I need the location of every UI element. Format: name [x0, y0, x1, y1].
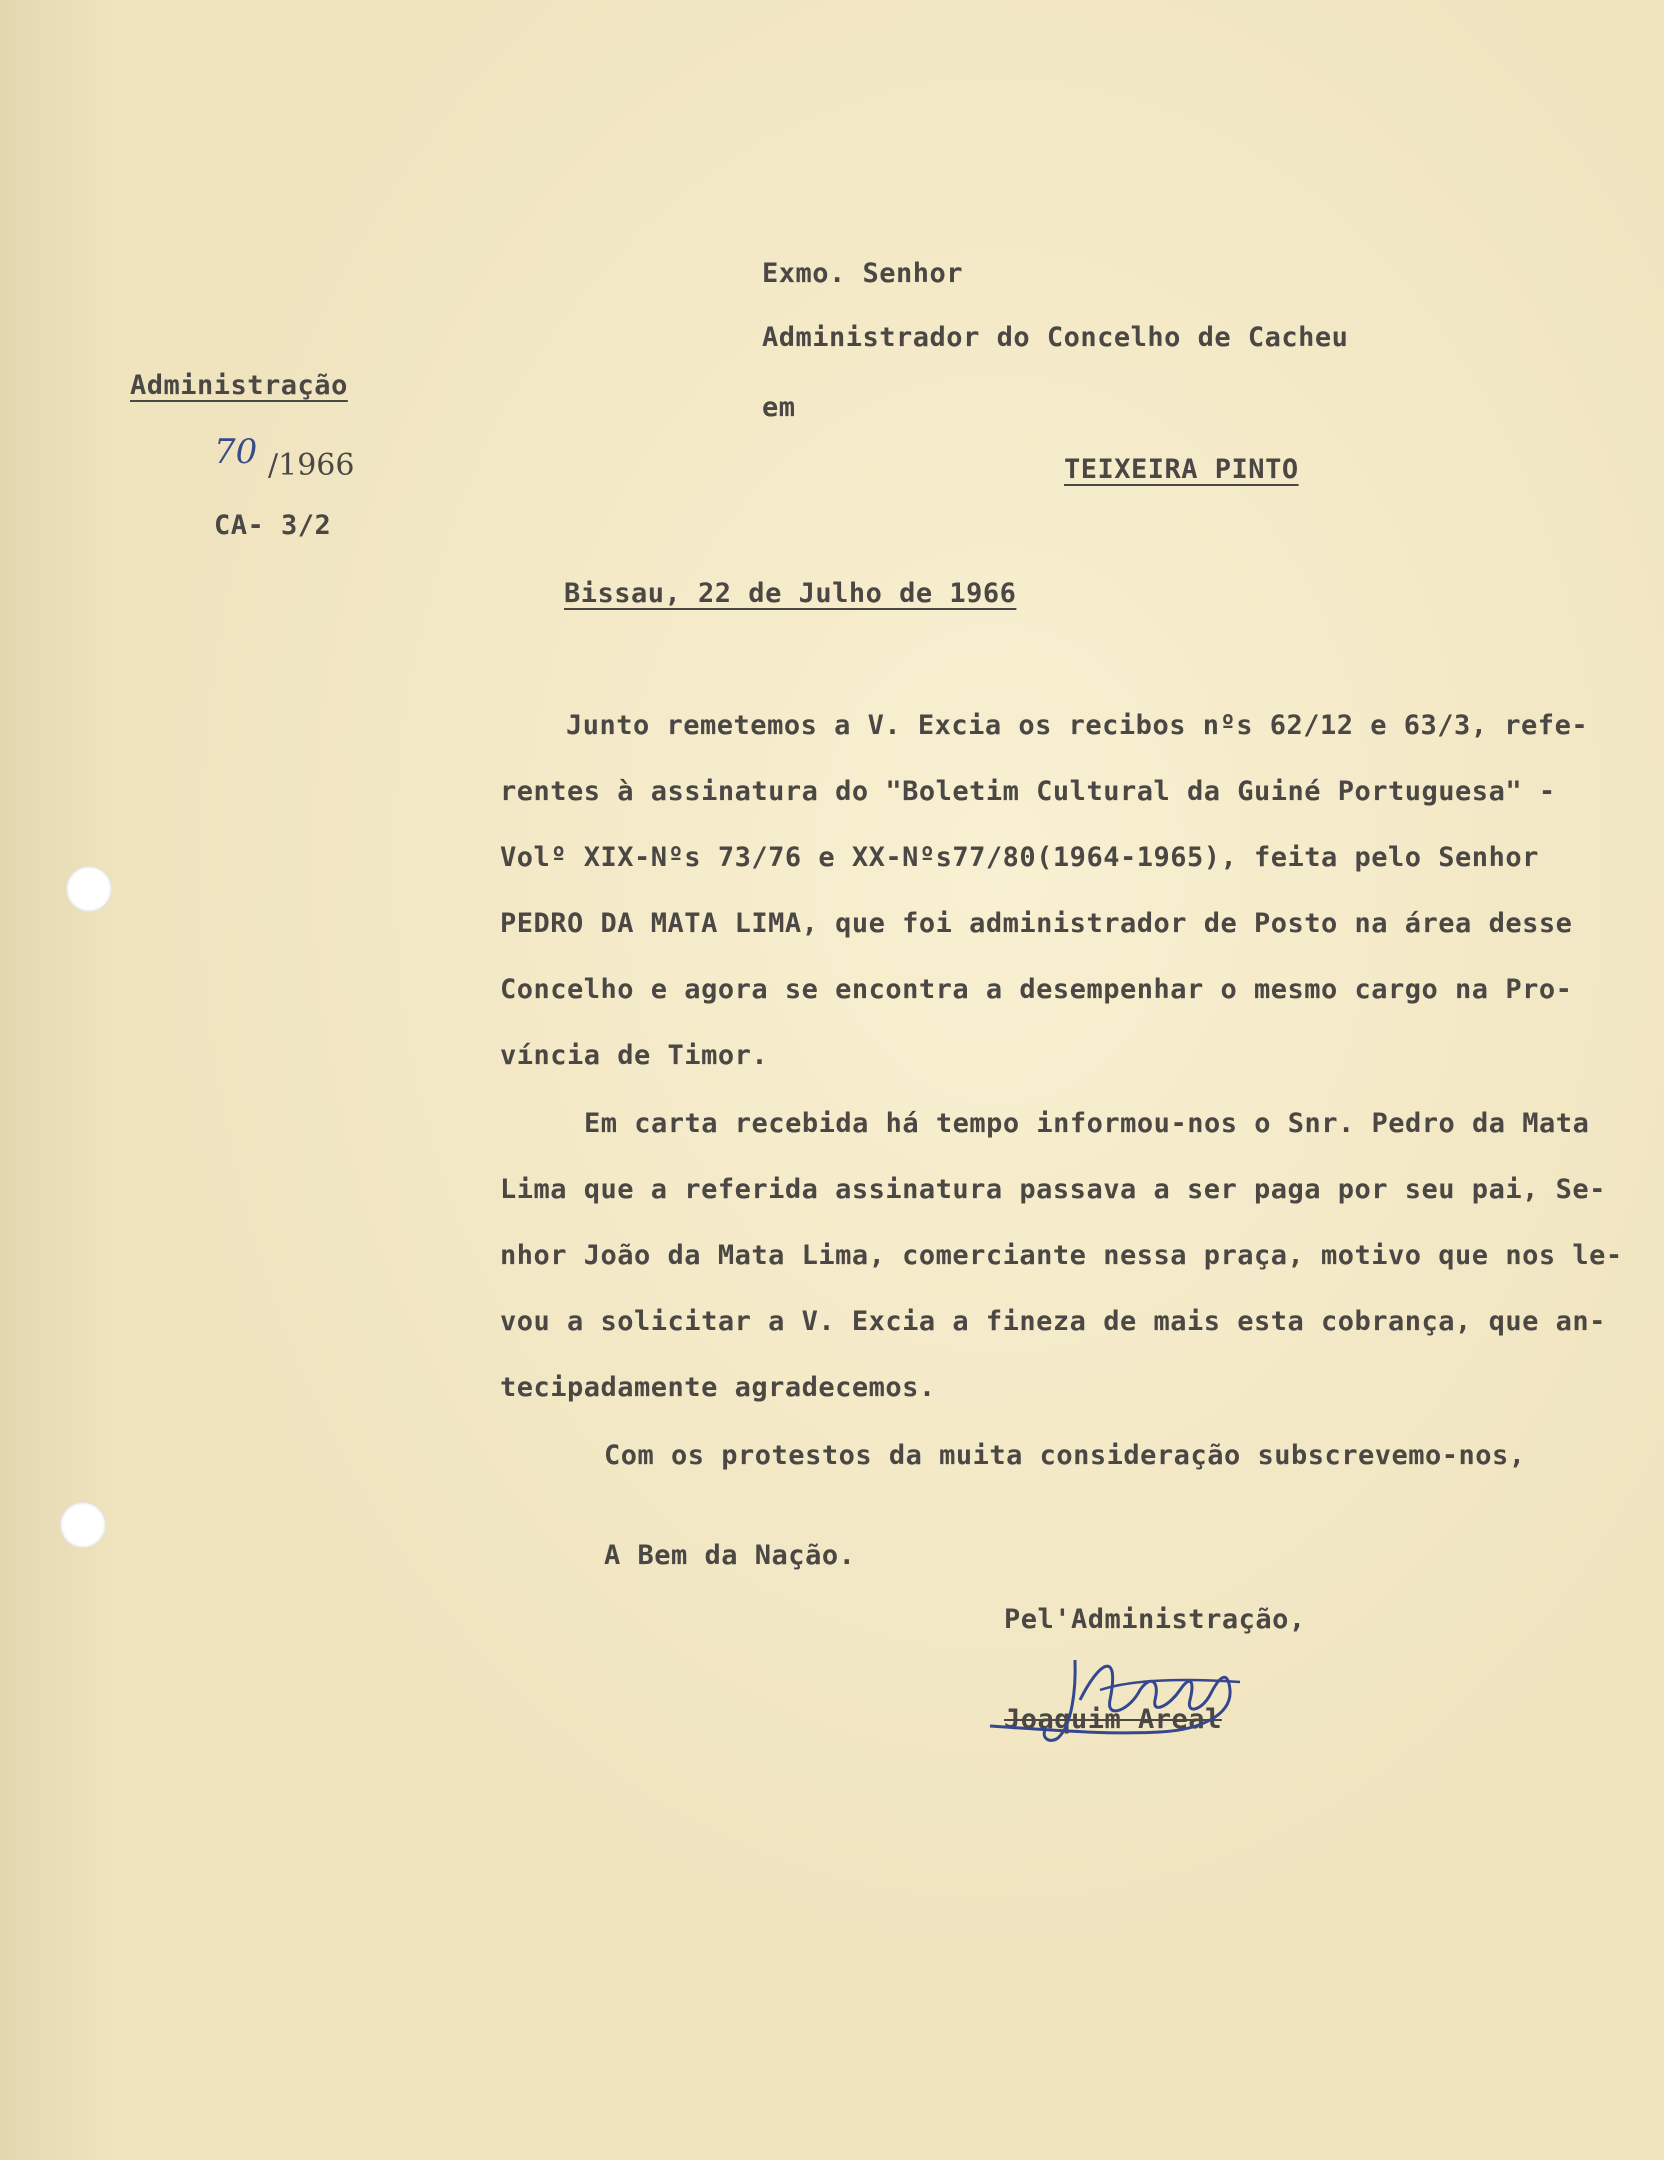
reference-year: /1966 — [268, 448, 355, 483]
date-line: Bissau, 22 de Julho de 1966 — [564, 578, 1017, 609]
handwritten-signature — [980, 1620, 1280, 1760]
recipient-place: TEIXEIRA PINTO — [1064, 454, 1299, 485]
body-line: Junto remetemos a V. Excia os recibos nºs 62/12 e 63/3, refe- — [566, 710, 1589, 741]
recipient-em: em — [762, 392, 796, 423]
recipient-title: Administrador do Concelho de Cacheu — [762, 322, 1349, 353]
signature-name: Joaquim Areal — [1004, 1704, 1222, 1735]
body-line: Volº XIX-Nºs 73/76 e XX-Nºs77/80(1964-1965), feita pelo Senhor — [500, 842, 1539, 873]
signature-for: Pel'Administração, — [1004, 1604, 1306, 1635]
body-line: vou a solicitar a V. Excia a fineza de mais esta cobrança, que an- — [500, 1306, 1606, 1337]
motto-line: A Bem da Nação. — [604, 1540, 856, 1571]
punch-hole-top — [66, 866, 112, 912]
body-line: Concelho e agora se encontra a desempenhar o mesmo cargo na Pro- — [500, 974, 1573, 1005]
recipient-salutation: Exmo. Senhor — [762, 258, 964, 289]
reference-number-handwritten: 70 — [214, 432, 258, 472]
body-line: víncia de Timor. — [500, 1040, 769, 1071]
body-line: Lima que a referida assinatura passava a ser paga por seu pai, Se- — [500, 1174, 1606, 1205]
closing-line: Com os protestos da muita consideração subscrevemo-nos, — [604, 1440, 1526, 1471]
reference-code: CA- 3/2 — [214, 510, 332, 541]
body-line: rentes à assinatura do "Boletim Cultural da Guiné Portuguesa" - — [500, 776, 1556, 807]
body-line: Em carta recebida há tempo informou-nos o Snr. Pedro da Mata — [584, 1108, 1590, 1139]
body-line: tecipadamente agradecemos. — [500, 1372, 936, 1403]
body-line: PEDRO DA MATA LIMA, que foi administrador de Posto na área desse — [500, 908, 1573, 939]
body-line: nhor João da Mata Lima, comerciante nessa praça, motivo que nos le- — [500, 1240, 1623, 1271]
punch-hole-bottom — [60, 1502, 106, 1548]
office-heading: Administração — [130, 370, 348, 401]
